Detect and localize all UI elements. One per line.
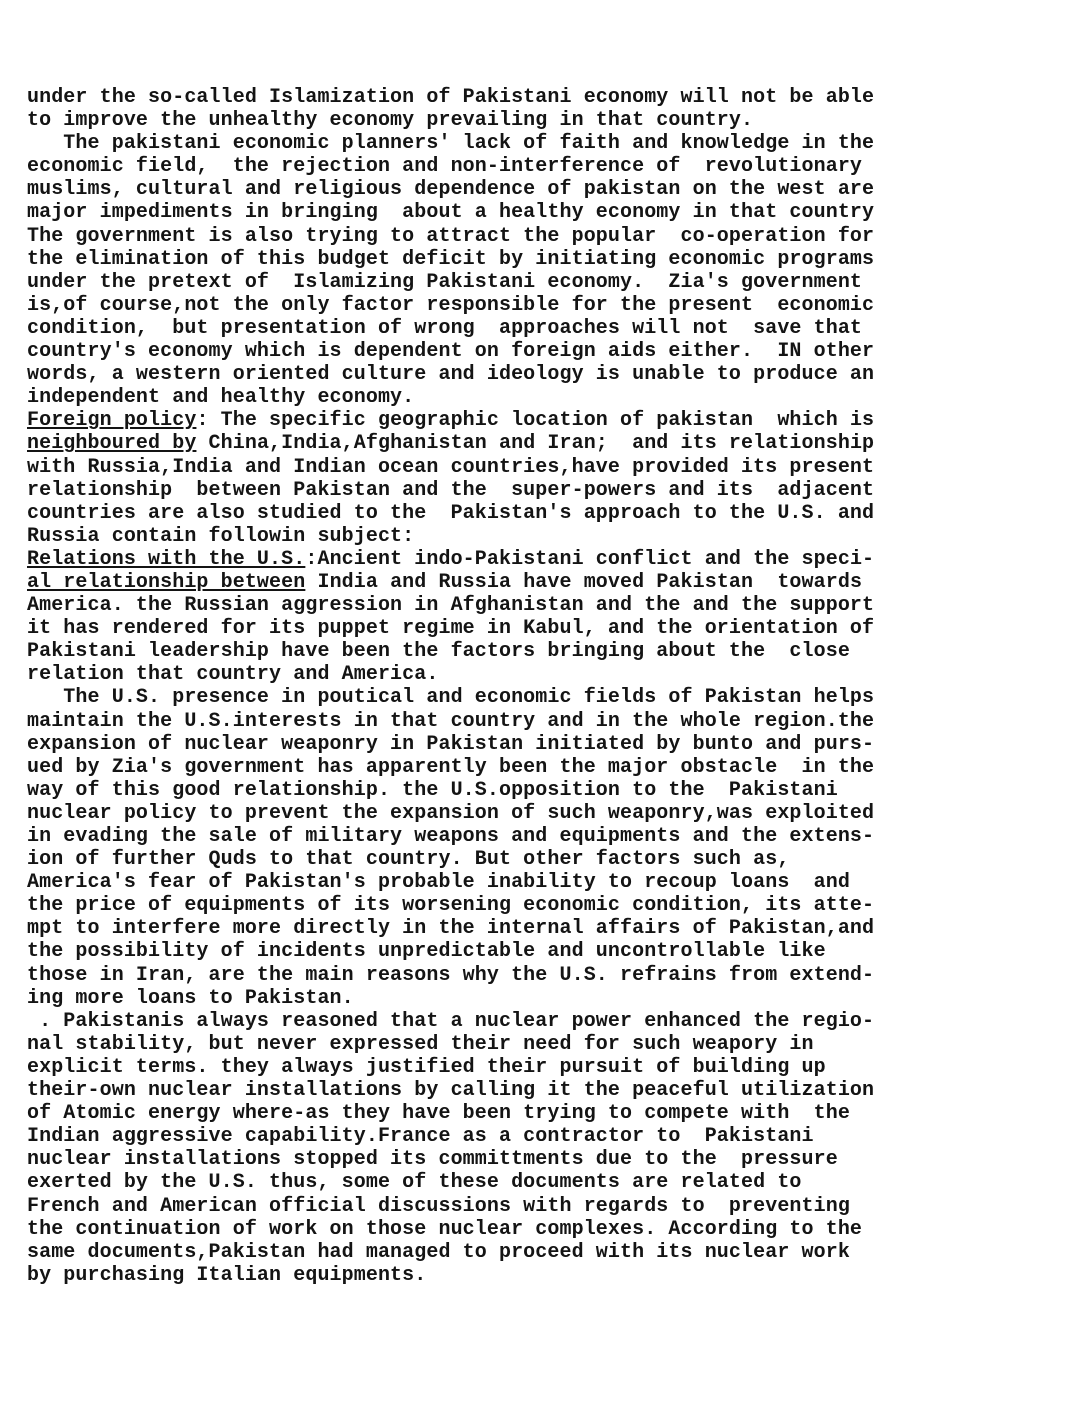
text-line: America. the Russian aggression in Afghanistan and the and the support [27, 594, 875, 618]
text-line: nuclear policy to prevent the expansion of such weaponry,was exploited [27, 801, 875, 825]
text-line: condition, but presentation of wrong approaches will not save that [27, 316, 863, 340]
us-relations-line-2 [27, 571, 1037, 594]
text-line: nal stability, but never expressed their need for such weapory in [27, 1032, 814, 1056]
text-line: way of this good relationship. the U.S.opposition to the Pakistani [27, 778, 838, 802]
text-line: The government is also trying to attract the popular co-operation for [27, 224, 875, 248]
text-line: ing more loans to Pakistan. [27, 986, 354, 1010]
us-relations-line-1 [27, 548, 1037, 571]
foreign-policy-underlined-text: neighboured by [27, 432, 197, 456]
text-line: independent and healthy economy. [27, 386, 415, 410]
text-line: The pakistani economic planners' lack of faith and knowledge in the [27, 132, 875, 156]
text-line: Pakistani leadership have been the factors bringing about the close [27, 640, 850, 664]
text-line: ion of further Quds to that country. But other factors such as, [27, 848, 790, 872]
text-line: same documents,Pakistan had managed to proceed with its nuclear work [27, 1240, 850, 1264]
text-line: economic field, the rejection and non-interference of revolutionary [27, 155, 863, 179]
text-line: countries are also studied to the Pakistan's approach to the U.S. and [27, 501, 875, 525]
text-line: the elimination of this budget deficit by initiating economic programs [27, 247, 875, 271]
text-line: is,of course,not the only factor responsible for the present economic [27, 293, 875, 317]
text-line: under the pretext of Islamizing Pakistani economy. Zia's government [27, 270, 863, 294]
foreign-policy-text: China,India,Afghanistan and Iran; and its relationship [196, 432, 875, 456]
us-relations-paragraphs [27, 594, 1037, 1287]
text-line: exerted by the U.S. thus, some of these documents are related to [27, 1171, 802, 1195]
text-line: America's fear of Pakistan's probable inability to recoup loans and [27, 871, 850, 895]
foreign-policy-paragraph [27, 456, 1037, 548]
text-line: Indian aggressive capability.France as a contractor to Pakistani [27, 1125, 814, 1149]
foreign-policy-heading: Foreign policy [27, 409, 197, 433]
us-relations-text: India and Russia have moved Pakistan towards [305, 570, 863, 594]
us-relations-heading: Relations with the U.S. [27, 547, 306, 571]
text-line: it has rendered for its puppet regime in Kabul, and the orientation of [27, 617, 875, 641]
text-line: with Russia,India and Indian ocean countries,have provided its present [27, 455, 875, 479]
text-line: . Pakistanis always reasoned that a nuclear power enhanced the regio- [27, 1009, 875, 1033]
foreign-policy-line-2 [27, 432, 1037, 455]
us-relations-heading-continued: al relationship between [27, 570, 306, 594]
text-line: expansion of nuclear weaponry in Pakistan initiated by bunto and purs- [27, 732, 875, 756]
text-line: under the so-called Islamization of Pakistani economy will not be able [27, 86, 875, 109]
text-line: the price of equipments of its worsening economic condition, its atte- [27, 894, 875, 918]
text-line: in evading the sale of military weapons and equipments and the extens- [27, 825, 875, 848]
text-line: those in Iran, are the main reasons why the U.S. refrains from extend- [27, 963, 875, 987]
foreign-policy-text: : The specific geographic location of pakistan which is [196, 409, 875, 433]
text-line: major impediments in bringing about a healthy economy in that country [27, 201, 875, 225]
us-relations-text: :Ancient indo-Pakistani conflict and the speci- [305, 547, 875, 571]
text-line: the possibility of incidents unpredictable and uncontrollable like [27, 940, 826, 964]
text-line: by purchasing Italian equipments. [27, 1263, 427, 1287]
text-line: mpt to interfere more directly in the internal affairs of Pakistan,and [27, 917, 875, 941]
text-line: words, a western oriented culture and ideology is unable to produce an [27, 363, 875, 387]
text-line: nuclear installations stopped its committments due to the pressure [27, 1148, 838, 1172]
document-page [27, 86, 1037, 1287]
text-line: The U.S. presence in poutical and economic fields of Pakistan helps [27, 686, 875, 710]
text-line: Russia contain followin subject: [27, 524, 415, 548]
text-line: relationship between Pakistan and the super-powers and its adjacent [27, 478, 875, 502]
text-line: of Atomic energy where-as they have been trying to compete with the [27, 1102, 850, 1126]
text-line: French and American official discussions with regards to preventing [27, 1194, 850, 1218]
text-line: relation that country and America. [27, 663, 439, 687]
intro-paragraphs [27, 86, 1037, 409]
text-line: explicit terms. they always justified their pursuit of building up [27, 1055, 826, 1079]
foreign-policy-line-1 [27, 409, 1037, 432]
text-line: maintain the U.S.interests in that country and in the whole region.the [27, 709, 875, 733]
text-line: to improve the unhealthy economy prevailing in that country. [27, 109, 754, 133]
text-line: muslims, cultural and religious dependence of pakistan on the west are [27, 178, 875, 202]
text-line: ued by Zia's government has apparently been the major obstacle in the [27, 755, 875, 779]
text-line: their-own nuclear installations by calling it the peaceful utilization [27, 1079, 875, 1103]
text-line: country's economy which is dependent on foreign aids either. IN other [27, 340, 875, 364]
text-line: the continuation of work on those nuclear complexes. According to the [27, 1217, 863, 1241]
